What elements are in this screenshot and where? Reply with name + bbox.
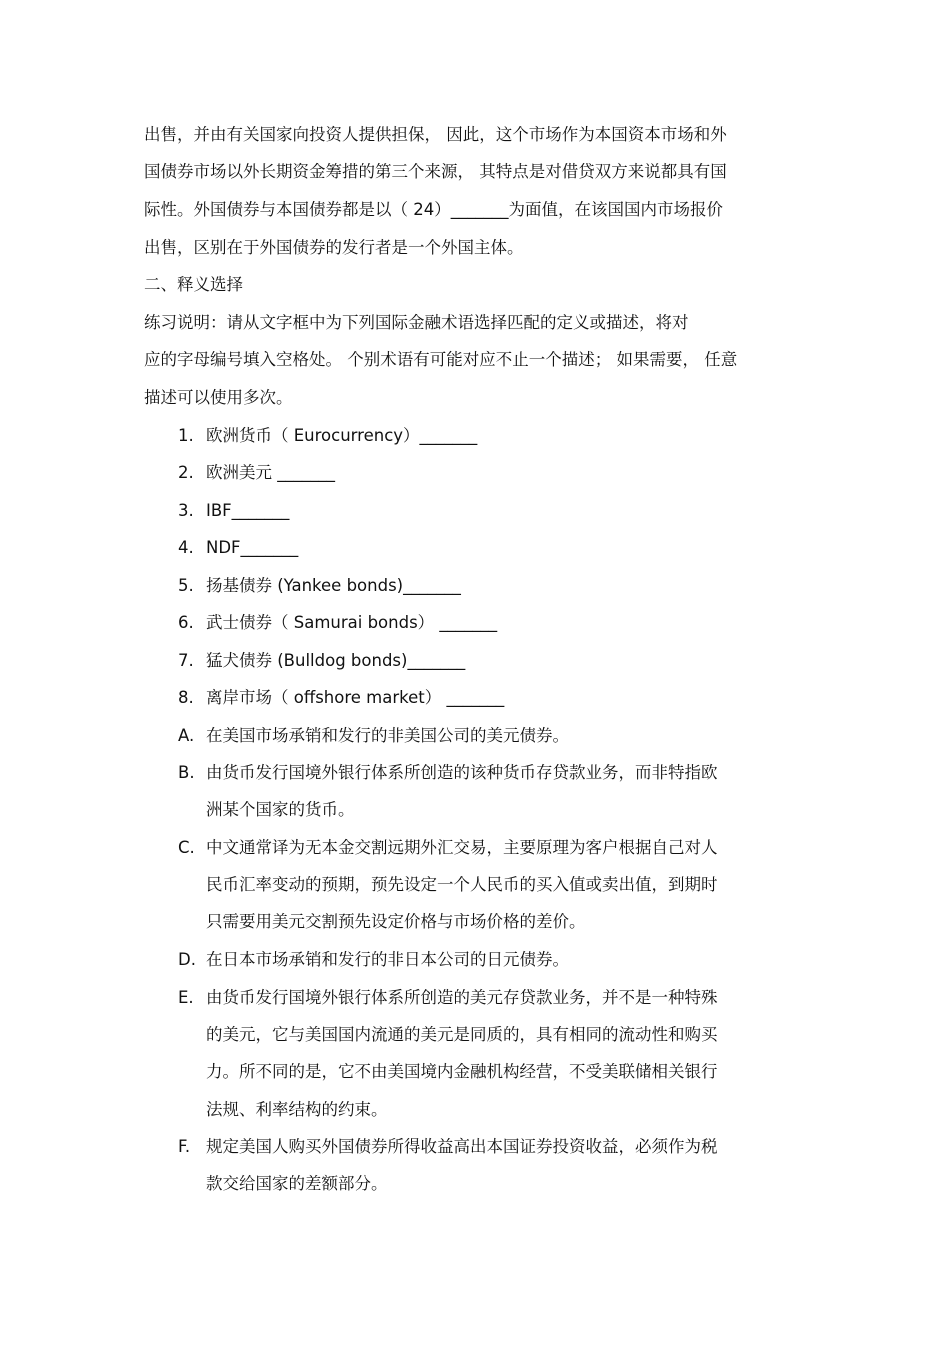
definition-text: 在日本市场承销和发行的非日本公司的日元债券。 bbox=[206, 950, 569, 969]
definition-letter: E. bbox=[178, 988, 194, 1007]
definition-text: 中文通常译为无本金交割远期外汇交易，主要原理为客户根据自己对人 bbox=[206, 838, 718, 857]
term-number: 3. bbox=[178, 501, 194, 520]
term-text: 欧洲货币（ Eurocurrency）_______ bbox=[206, 426, 478, 445]
passage-line-1: 出售，并由有关国家向投资人提供担保， 因此，这个市场作为本国资本市场和外 bbox=[144, 125, 727, 144]
instruction-line-2: 应的字母编号填入空格处。 个别术语有可能对应不止一个描述； 如果需要， 任意 bbox=[144, 350, 738, 369]
term-number: 8. bbox=[178, 688, 194, 707]
instruction-line-1: 练习说明：请从文字框中为下列国际金融术语选择匹配的定义或描述，将对 bbox=[144, 313, 689, 332]
definition-text: 由货币发行国境外银行体系所创造的该种货币存贷款业务，而非特指欧 bbox=[206, 763, 718, 782]
term-number: 2. bbox=[178, 463, 194, 482]
definition-continuation: 法规、利率结构的约束。 bbox=[206, 1100, 388, 1119]
definition-letter: D. bbox=[178, 950, 196, 969]
definition-continuation: 款交给国家的差额部分。 bbox=[206, 1174, 388, 1193]
instruction-line-3: 描述可以使用多次。 bbox=[144, 388, 293, 407]
definition-continuation: 力。所不同的是，它不由美国境内金融机构经营，不受美联储相关银行 bbox=[206, 1062, 718, 1081]
term-text: 欧洲美元 _______ bbox=[206, 463, 335, 482]
term-number: 6. bbox=[178, 613, 194, 632]
term-text: IBF_______ bbox=[206, 501, 290, 520]
definition-text: 规定美国人购买外国债券所得收益高出本国证券投资收益，必须作为税 bbox=[206, 1137, 718, 1156]
term-text: 武士债券（ Samurai bonds） _______ bbox=[206, 613, 498, 632]
definition-letter: C. bbox=[178, 838, 195, 857]
term-number: 1. bbox=[178, 426, 194, 445]
term-number: 7. bbox=[178, 651, 194, 670]
term-text: NDF_______ bbox=[206, 538, 299, 557]
term-text: 猛犬债券 (Bulldog bonds)_______ bbox=[206, 651, 466, 670]
definition-continuation: 的美元，它与美国国内流通的美元是同质的，具有相同的流动性和购买 bbox=[206, 1025, 718, 1044]
definition-continuation: 只需要用美元交割预先设定价格与市场价格的差价。 bbox=[206, 912, 586, 931]
term-text: 扬基债券 (Yankee bonds)_______ bbox=[206, 576, 461, 595]
definition-letter: A. bbox=[178, 726, 195, 745]
definition-text: 在美国市场承销和发行的非美国公司的美元债券。 bbox=[206, 726, 569, 745]
passage-line-4: 出售，区别在于外国债券的发行者是一个外国主体。 bbox=[144, 238, 524, 257]
definition-continuation: 洲某个国家的货币。 bbox=[206, 800, 355, 819]
definition-letter: B. bbox=[178, 763, 195, 782]
section-heading: 二、释义选择 bbox=[144, 275, 243, 294]
term-text: 离岸市场（ offshore market） _______ bbox=[206, 688, 505, 707]
term-number: 4. bbox=[178, 538, 194, 557]
definition-text: 由货币发行国境外银行体系所创造的美元存贷款业务，并不是一种特殊 bbox=[206, 988, 718, 1007]
definition-continuation: 民币汇率变动的预期，预先设定一个人民币的买入值或卖出值，到期时 bbox=[206, 875, 718, 894]
passage-line-2: 国债券市场以外长期资金筹措的第三个来源， 其特点是对借贷双方来说都具有国 bbox=[144, 162, 727, 181]
definition-letter: F. bbox=[178, 1137, 191, 1156]
term-number: 5. bbox=[178, 576, 194, 595]
passage-line-3: 际性。外国债券与本国债券都是以（ 24）_______为面值，在该国国内市场报价 bbox=[144, 200, 723, 219]
